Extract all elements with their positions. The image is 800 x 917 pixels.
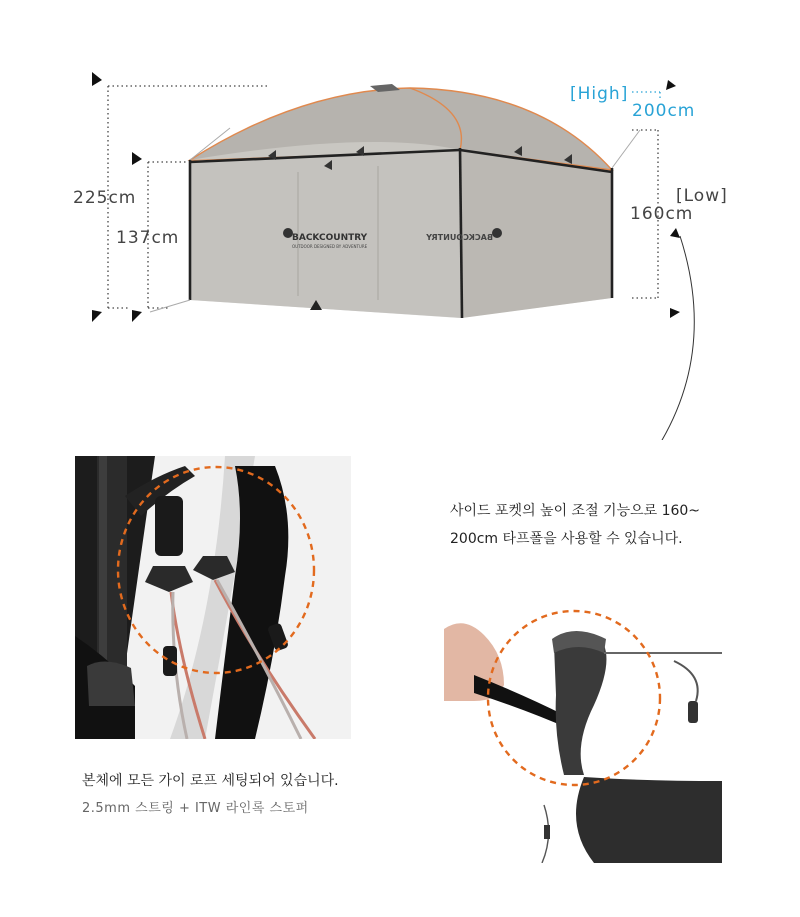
dimension-225: 225cm: [73, 188, 137, 208]
svg-text:BACKCOUNTRY: BACKCOUNTRY: [292, 233, 368, 243]
dimension-137: 137cm: [116, 228, 180, 248]
svg-text:OUTDOOR DESIGNED BY ADVENTURE: OUTDOOR DESIGNED BY ADVENTURE: [292, 244, 368, 249]
guy-rope-illustration: [75, 456, 351, 739]
high-tag: [High]: [570, 84, 629, 104]
side-pocket-illustration: [444, 605, 722, 863]
guy-rope-photo: [75, 456, 351, 739]
side-pocket-photo: [444, 605, 722, 863]
dimension-lines-high: [632, 92, 660, 100]
guy-rope-caption-line2: 2.5mm 스트링 + ITW 라인록 스토퍼: [82, 801, 309, 816]
low-tag: [Low]: [676, 186, 728, 206]
pocket-caption-line1: 사이드 포켓의 높이 조절 기능으로 160~: [450, 503, 701, 519]
high-value: 200cm: [632, 101, 696, 121]
pocket-caption-line2: 200cm 타프폴을 사용할 수 있습니다.: [450, 531, 683, 547]
low-value: 160cm: [630, 204, 694, 224]
curved-arrow: [648, 236, 694, 440]
guy-rope-caption-line1: 본체에 모든 가이 로프 세팅되어 있습니다.: [82, 773, 339, 789]
svg-text:BACKCOUNTRY: BACKCOUNTRY: [426, 233, 493, 242]
